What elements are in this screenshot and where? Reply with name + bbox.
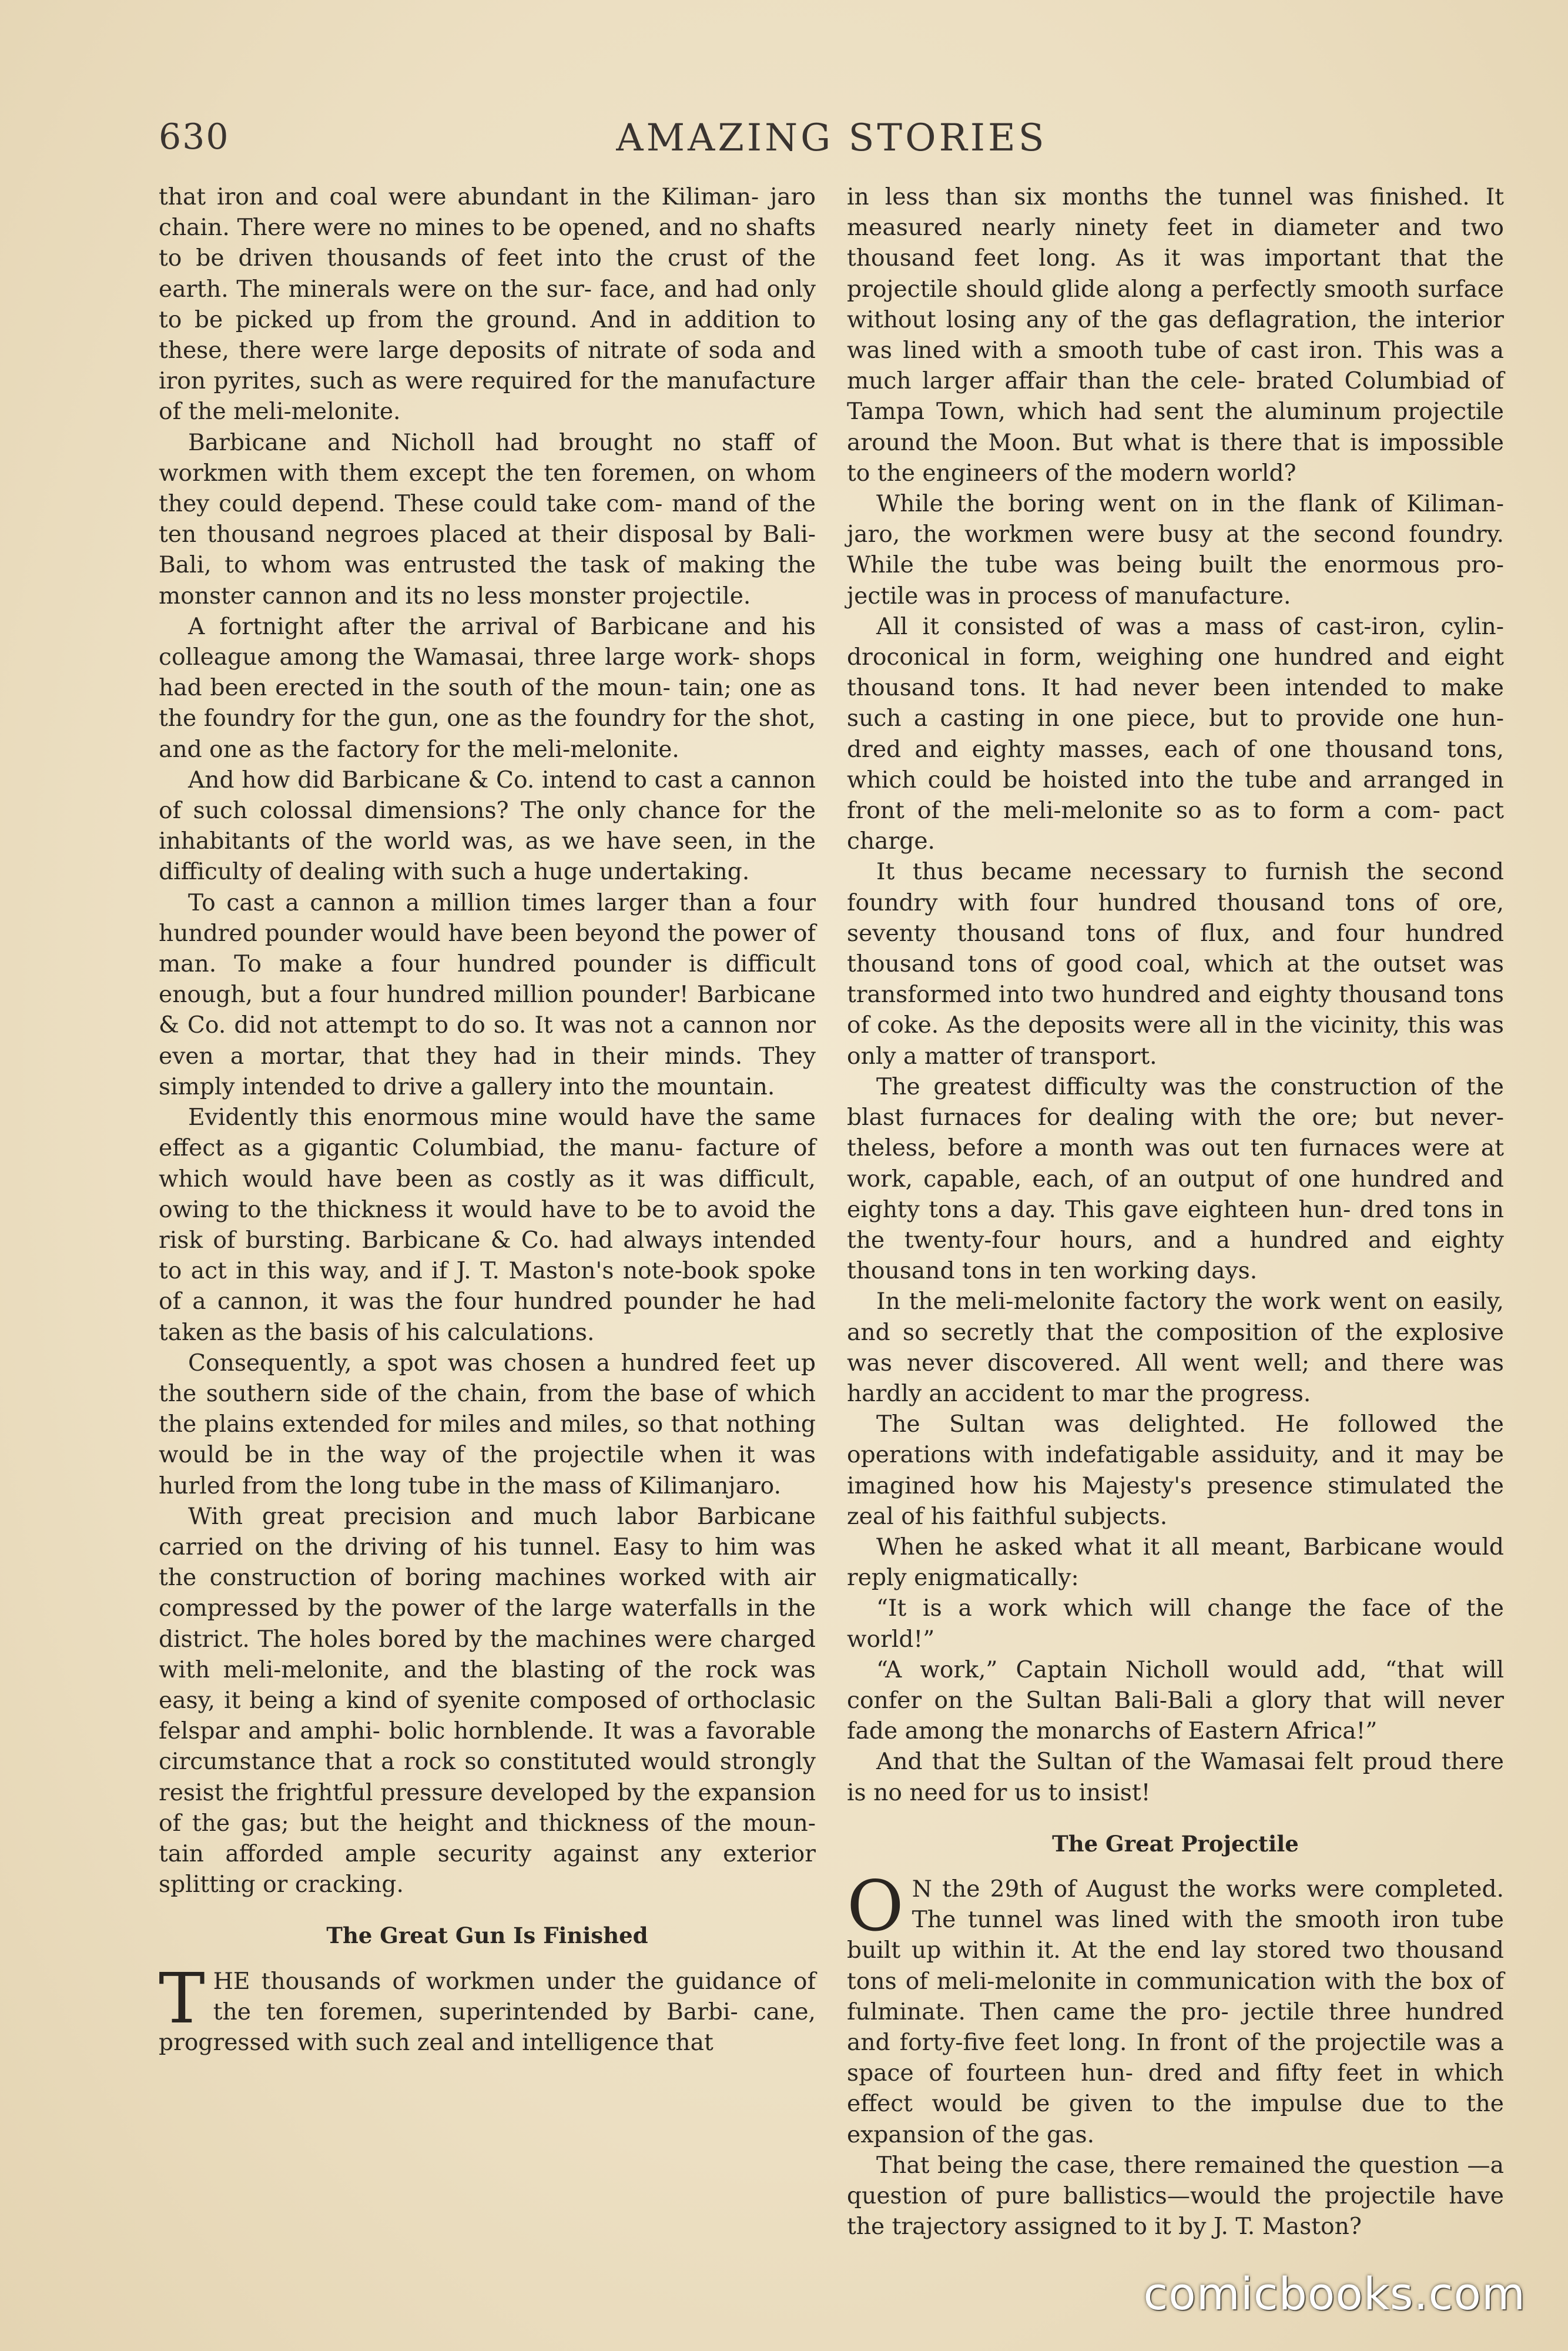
paragraph: When he asked what it all meant, Barbicane would reply enigmatically: xyxy=(847,1533,1504,1592)
paragraph: Consequently, a spot was chosen a hundred feet up the southern side of the chain, from the base of which the plains extended for miles and miles, so that nothing would be in the way of the projectile when it was hurled from the long tube in the mass of Kilimanjaro. xyxy=(159,1349,816,1499)
paragraph-with-dropcap xyxy=(159,1957,816,2059)
paragraph: The Sultan was delighted. He followed the operations with indefatigable assiduity, and it may be imagined how his Majesty's presence stimulated the zeal of his faithful subjects. xyxy=(847,1411,1504,1530)
paragraph: All it consisted of was a mass of cast-iron, cylin- droconical in form, weighing one hundred and eight thousand tons. It had never been intended to make such a casting in one piece, but to provide one hun- dred and eighty masses, each of one thousand tons, which could be hoisted into the tube and arranged in front of the meli-melonite so as to form a com- pact charge. xyxy=(847,613,1504,855)
section-heading: The Great Gun Is Finished xyxy=(326,1923,648,1949)
paragraph: Barbicane and Nicholl had brought no staff of workmen with them except the ten foremen, on whom they could depend. These could take com- mand of the ten thousand negroes placed at their disposal by Bali-Bali, to whom was entrusted the task of making the monster cannon and its no less monster projectile. xyxy=(159,429,816,609)
running-title: AMAZING STORIES xyxy=(616,116,1047,160)
paragraph-text: HE thousands of workmen under the guidance of the ten foremen, superintended by Barbi- cane, progressed with such zeal and intelligence that xyxy=(159,1968,816,2056)
paragraph: That being the case, there remained the question —a question of pure ballistics—would the projectile have the trajectory assigned to it by J. T. Maston? xyxy=(847,2152,1504,2241)
paragraph: A fortnight after the arrival of Barbicane and his colleague among the Wamasai, three large work- shops had been erected in the south of the moun- tain; one as the foundry for the gun, one as the foundry for the shot, and one as the factory for the meli-melonite. xyxy=(159,613,816,763)
paragraph: It thus became necessary to furnish the second foundry with four hundred thousand tons of ore, seventy thousand tons of flux, and four hundred thousand tons of good coal, which at the outset was transformed into two hundred and eighty thousand tons of coke. As the deposits were all in the vicinity, this was only a matter of transport. xyxy=(847,859,1504,1070)
page-number: 630 xyxy=(159,116,230,158)
drop-cap: O xyxy=(847,1865,904,1947)
paragraph: “It is a work which will change the face of the world!” xyxy=(847,1595,1504,1653)
page-header xyxy=(159,116,1505,169)
paragraph: In the meli-melonite factory the work went on easily, and so secretly that the composition of the explosive was never discovered. All went well; and there was hardly an accident to mar the progress. xyxy=(847,1288,1504,1407)
paragraph: To cast a cannon a million times larger than a four hundred pounder would have been beyond the power of man. To make a four hundred pounder is difficult enough, but a four hundred million pounder! Barbicane & Co. did not attempt to do so. It was not a cannon nor even a mortar, that they had in their minds. They simply intended to drive a gallery into the mountain. xyxy=(159,889,816,1100)
paragraph-with-dropcap xyxy=(847,1865,1504,2151)
site-watermark: comicbooks.com xyxy=(1143,2268,1526,2320)
paragraph: “A work,” Captain Nicholl would add, “that will confer on the Sultan Bali-Bali a glory that will never fade among the monarchs of Eastern Africa!” xyxy=(847,1656,1504,1745)
paragraph: Evidently this enormous mine would have the same effect as a gigantic Columbiad, the manu- facture of which would have been as costly as it was difficult, owing to the thickness it would have to be to avoid the risk of bursting. Barbicane & Co. had always intended to act in this way, and if J. T. Maston's note-book spoke of a cannon, it was the four hundred pounder he had taken as the basis of his calculations. xyxy=(159,1104,816,1346)
paragraph: With great precision and much labor Barbicane carried on the driving of his tunnel. Easy to him was the construction of boring machines worked with air compressed by the power of the large waterfalls in the district. The holes bored by the machines were charged with meli-melonite, and the blasting of the rock was easy, it being a kind of syenite composed of orthoclasic felspar and amphi- bolic hornblende. It was a favorable circumstance that a rock so constituted would strongly resist the frightful pressure developed by the expansion of the gas; but the height and thickness of the moun- tain afforded ample security against any exterior splitting or cracking. xyxy=(159,1503,816,1898)
paragraph: that iron and coal were abundant in the Kiliman- jaro chain. There were no mines to be opened, and no shafts to be driven thousands of feet into the crust of the earth. The minerals were on the sur- face, and had only to be picked up from the ground. And in addition to these, there were large deposits of nitrate of soda and iron pyrites, such as were required for the manufacture of the meli-melonite. xyxy=(159,184,816,426)
left-column xyxy=(159,182,816,2058)
paragraph: And that the Sultan of the Wamasai felt proud there is no need for us to insist! xyxy=(847,1749,1504,1806)
right-column xyxy=(847,182,1504,2242)
paragraph-text: N the 29th of August the works were completed. The tunnel was lined with the smooth iron tube built up within it. At the end lay stored two thousand tons of meli-melonite in communication with the box of fulminate. Then came the pro- jectile three hundred and forty-five feet long. In front of the projectile was a space of fourteen hun- dred and fifty feet in which effect would be given to the impulse due to the expansion of the gas. xyxy=(847,1876,1504,2148)
paragraph: And how did Barbicane & Co. intend to cast a cannon of such colossal dimensions? The only chance for the inhabitants of the world was, as we have seen, in the difficulty of dealing with such a huge undertaking. xyxy=(159,766,816,886)
drop-cap: T xyxy=(159,1957,205,2039)
paragraph: While the boring went on in the flank of Kiliman- jaro, the workmen were busy at the second foundry. While the tube was being built the enormous pro- jectile was in process of manufacture. xyxy=(847,491,1504,609)
paragraph: The greatest difficulty was the construction of the blast furnaces for dealing with the ore; but never- theless, before a month was out ten furnaces were at work, capable, each, of an output of one hundred and eighty tons a day. This gave eighteen hun- dred tons in the twenty-four hours, and a hundred and eighty thousand tons in ten working days. xyxy=(847,1073,1504,1285)
paragraph: in less than six months the tunnel was finished. It measured nearly ninety feet in diameter and two thousand feet long. As it was important that the projectile should glide along a perfectly smooth surface without losing any of the gas deflagration, the interior was lined with a smooth tube of cast iron. This was a much larger affair than the cele- brated Columbiad of Tampa Town, which had sent the aluminum projectile around the Moon. But what is there that is impossible to the engineers of the modern world? xyxy=(847,184,1504,487)
section-heading: The Great Projectile xyxy=(1052,1830,1299,1857)
